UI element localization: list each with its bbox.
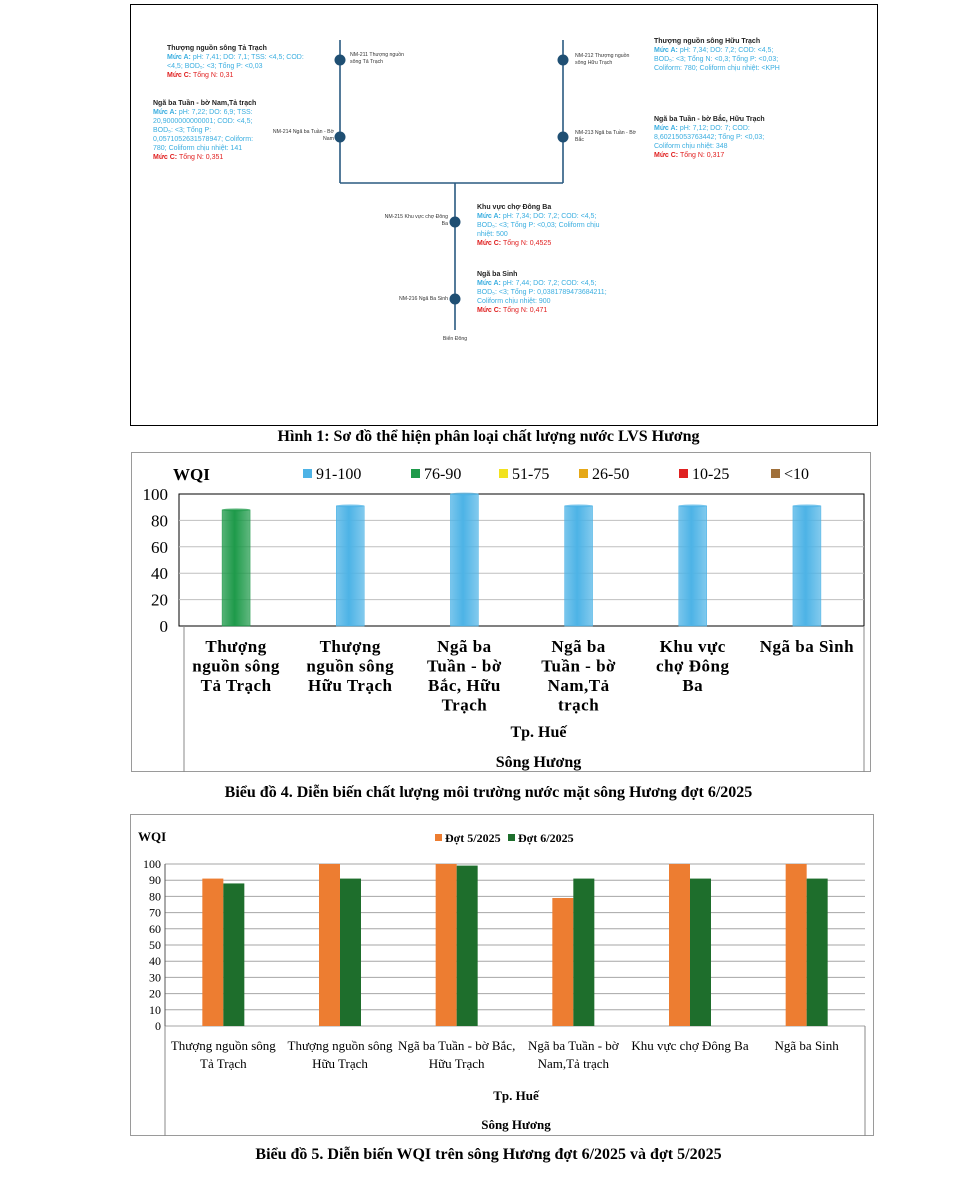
level-a-label: Mức A: bbox=[654, 47, 678, 54]
level-a-label: Mức A: bbox=[654, 125, 678, 132]
info-block-213 bbox=[654, 115, 789, 160]
level-c-label: Mức C: bbox=[153, 154, 178, 161]
node-label-213: NM-213 Ngã ba Tuần - Bờ Bắc bbox=[575, 130, 637, 143]
level-a-text: pH: 7,22; DO: 6,9; TSS: 20,9000000000001; COD: <4,5; BOD₅: <3; Tổng P: 0,0571052631578947; Coliform: 780; Coliform chịu nhiệt: 141 bbox=[153, 109, 254, 152]
chart5-category-label: Khu vực chợ Đông Ba bbox=[631, 1038, 749, 1053]
chart4-category-label: Tuần - bờ bbox=[427, 656, 502, 676]
chart4-group-label: Sông Hương bbox=[495, 754, 582, 771]
info-block-211 bbox=[167, 44, 307, 80]
chart4-category-label: nguồn sông bbox=[306, 656, 395, 676]
info-title: Khu vực chợ Đông Ba bbox=[477, 204, 552, 211]
diagram-end-label: Biển Đông bbox=[442, 336, 468, 342]
chart5-legend-label: Đợt 6/2025 bbox=[518, 831, 574, 845]
chart5-category-label: Ngã ba Tuần - bờ bbox=[528, 1038, 619, 1053]
figure-1-caption: Hình 1: Sơ đồ thể hiện phân loại chất lượng nước LVS Hương bbox=[277, 428, 700, 445]
chart4-category-label: Khu vực bbox=[659, 637, 726, 656]
node-dot-211 bbox=[335, 55, 346, 66]
chart4-category-label: trạch bbox=[557, 695, 600, 715]
level-a-label: Mức A: bbox=[167, 54, 191, 61]
node-dot-215 bbox=[450, 217, 461, 228]
level-c-text: Tổng N: 0,317 bbox=[679, 152, 725, 159]
node-label-211: NM-211 Thượng nguồn sông Tả Trạch bbox=[350, 52, 404, 65]
chart5-bar bbox=[552, 898, 573, 1026]
chart5-group-label: Sông Hương bbox=[481, 1117, 551, 1132]
level-c-label: Mức C: bbox=[167, 72, 192, 79]
chart5-group-label: Tp. Huế bbox=[493, 1088, 539, 1103]
chart4-legend-label: 76-90 bbox=[424, 466, 462, 483]
chart4-legend-label: 51-75 bbox=[512, 466, 550, 483]
chart5-bar bbox=[786, 864, 807, 1026]
chart4-category-label: Ngã ba bbox=[437, 637, 492, 656]
node-label-214: NM-214 Ngã ba Tuần - Bờ Nam bbox=[272, 129, 334, 142]
chart4-legend-swatch bbox=[579, 469, 588, 478]
chart4-category-label: Ngã ba Sình bbox=[759, 637, 855, 656]
info-title: Ngã ba Sinh bbox=[477, 271, 518, 278]
chart5-legend-swatch bbox=[435, 834, 442, 841]
level-c-text: Tổng N: 0,31 bbox=[192, 72, 234, 79]
chart4-ytick-label: 0 bbox=[159, 617, 168, 636]
info-block-216 bbox=[477, 270, 617, 315]
level-a-label: Mức A: bbox=[153, 109, 177, 116]
chart5-bar bbox=[573, 879, 594, 1026]
chart4-ytick-label: 80 bbox=[151, 511, 168, 531]
chart5-ytick-label: 0 bbox=[155, 1019, 161, 1033]
chart4-bar-top bbox=[336, 504, 364, 507]
chart4-ytick-label: 60 bbox=[151, 537, 168, 557]
chart5-category-label: Nam,Tả trạch bbox=[537, 1056, 610, 1071]
chart5-category-label: Thượng nguồn sông bbox=[170, 1038, 276, 1053]
level-c-text: Tổng N: 0,471 bbox=[502, 307, 548, 314]
info-title: Ngã ba Tuần - bờ Nam,Tả trạch bbox=[153, 100, 257, 107]
chart4-bar-top bbox=[222, 508, 250, 511]
chart4-ytick-label: 20 bbox=[151, 590, 168, 610]
info-title: Ngã ba Tuần - bờ Bắc, Hữu Trạch bbox=[654, 116, 765, 123]
chart4-ytick-label: 100 bbox=[142, 485, 168, 504]
chart4-bar-top bbox=[793, 504, 821, 507]
chart5-ytick-label: 60 bbox=[149, 921, 161, 936]
node-dot-212 bbox=[558, 55, 569, 66]
chart4-legend-swatch bbox=[499, 469, 508, 478]
chart5-category-label: Ngã ba Tuần - bờ Bắc, bbox=[397, 1038, 516, 1053]
level-a-text: pH: 7,34; DO: 7,2; COD: <4,5; BOD₅: <3; Tổng N: <0,3; Tổng P: <0,03; Coliform: 780; Coliform chịu nhiệt: <KPH bbox=[654, 47, 780, 72]
chart4-bar bbox=[336, 506, 364, 626]
chart4-ylabel: WQI bbox=[173, 465, 210, 484]
chart5-ytick-label: 90 bbox=[149, 873, 161, 888]
chart5-ytick-label: 30 bbox=[149, 970, 161, 985]
chart5-ytick-label: 20 bbox=[149, 986, 161, 1001]
chart4-plot-frame bbox=[179, 494, 864, 626]
info-title: Thượng nguồn sông Tả Trạch bbox=[167, 45, 267, 52]
info-block-215 bbox=[477, 203, 617, 248]
chart4-bar-top bbox=[679, 504, 707, 507]
node-label-216: NM-216 Ngã Ba Sinh bbox=[398, 296, 448, 302]
chart5-legend-swatch bbox=[508, 834, 515, 841]
level-c-label: Mức C: bbox=[477, 240, 502, 247]
chart4-bar bbox=[679, 506, 707, 626]
chart5-bar bbox=[223, 883, 244, 1026]
chart4-caption: Biểu đồ 4. Diễn biến chất lượng môi trường nước mặt sông Hương đợt 6/2025 bbox=[224, 784, 753, 801]
node-label-215: NM-215 Khu vực chợ Đông Ba bbox=[384, 214, 448, 227]
chart5-ytick-label: 10 bbox=[149, 1002, 161, 1017]
chart4-bar-top bbox=[565, 504, 593, 507]
chart5-ylabel: WQI bbox=[138, 829, 167, 844]
chart5-category-label: Tả Trạch bbox=[200, 1056, 247, 1071]
chart5-ytick-label: 50 bbox=[149, 938, 161, 952]
chart5-ytick-label: 100 bbox=[143, 857, 161, 871]
node-dot-214 bbox=[335, 132, 346, 143]
chart4-category-label: Trạch bbox=[441, 695, 488, 715]
chart4-category-label: chợ Đông bbox=[656, 656, 730, 676]
chart5-bar bbox=[669, 864, 690, 1026]
chart5 bbox=[130, 814, 874, 1136]
chart5-category-label: Ngã ba Sinh bbox=[774, 1038, 839, 1053]
chart5-bar bbox=[807, 879, 828, 1026]
level-c-text: Tổng N: 0,351 bbox=[178, 154, 224, 161]
chart4-group-label: Tp. Huế bbox=[510, 724, 567, 741]
level-a-text: pH: 7,44; DO: 7,2; COD: <4,5; BOD₅: <3; Tổng P: 0,0381789473684211; Coliform chịu nhiệt: 900 bbox=[477, 280, 607, 305]
chart4-bar bbox=[222, 510, 250, 626]
level-a-label: Mức A: bbox=[477, 213, 501, 220]
chart4-bar bbox=[793, 506, 821, 626]
chart4-category-label: Thượng bbox=[205, 637, 267, 656]
chart5-bar bbox=[340, 879, 361, 1026]
chart4-legend-swatch bbox=[771, 469, 780, 478]
chart5-caption: Biểu đồ 5. Diễn biến WQI trên sông Hương đợt 6/2025 và đợt 5/2025 bbox=[255, 1146, 722, 1163]
chart4-legend-label: 91-100 bbox=[316, 466, 362, 483]
chart5-bar bbox=[690, 879, 711, 1026]
info-title: Thượng nguồn sông Hữu Trạch bbox=[654, 38, 761, 45]
node-dot-213 bbox=[558, 132, 569, 143]
level-a-text: pH: 7,34; DO: 7,2; COD: <4,5; BOD₅: <3; Tổng P: <0,03; Coliform chịu nhiệt: 500 bbox=[477, 213, 600, 238]
chart4-category-label: Nam,Tả bbox=[547, 676, 610, 695]
level-a-text: pH: 7,41; DO: 7,1; TSS: <4,5; COD: <4,5; BOD₅: <3; Tổng P: <0,03 bbox=[167, 54, 304, 70]
chart5-bar bbox=[436, 864, 457, 1026]
chart5-bar bbox=[319, 864, 340, 1026]
chart4-legend-label: <10 bbox=[784, 466, 810, 483]
chart4-category-label: Tuần - bờ bbox=[541, 656, 616, 676]
chart5-category-label: Hữu Trạch bbox=[312, 1056, 368, 1071]
chart4-legend-label: 10-25 bbox=[692, 466, 730, 483]
chart4-category-label: Ba bbox=[682, 676, 704, 695]
chart5-category-label: Thượng nguồn sông bbox=[287, 1038, 393, 1053]
chart5-ytick-label: 40 bbox=[149, 954, 161, 969]
chart4-category-label: Bắc, Hữu bbox=[428, 676, 501, 695]
level-a-text: pH: 7,12; DO: 7; COD: 8,60215053763442; Tổng P: <0,03; Coliform chịu nhiệt: 348 bbox=[654, 125, 765, 150]
chart4-category-label: nguồn sông bbox=[192, 656, 280, 676]
chart4-legend-swatch bbox=[303, 469, 312, 478]
chart4-bar bbox=[450, 494, 478, 626]
chart4-bar bbox=[565, 506, 593, 626]
level-a-label: Mức A: bbox=[477, 280, 501, 287]
level-c-text: Tổng N: 0,4525 bbox=[502, 240, 552, 247]
chart5-ytick-label: 70 bbox=[149, 905, 161, 920]
level-c-label: Mức C: bbox=[654, 152, 679, 159]
chart4-category-label: Ngã ba bbox=[551, 637, 606, 656]
info-block-212 bbox=[654, 37, 789, 73]
chart4-category-label: Hữu Trạch bbox=[308, 676, 393, 695]
chart4-legend-swatch bbox=[411, 469, 420, 478]
node-label-212: NM-212 Thượng nguồn sông Hữu Trạch bbox=[575, 53, 630, 66]
chart5-ytick-label: 80 bbox=[149, 889, 161, 904]
info-block-214 bbox=[153, 99, 258, 162]
chart4-ytick-label: 40 bbox=[151, 564, 168, 584]
chart5-legend-label: Đợt 5/2025 bbox=[445, 831, 501, 845]
chart4-category-label: Thượng bbox=[319, 637, 381, 656]
level-c-label: Mức C: bbox=[477, 307, 502, 314]
chart4-category-label: Tả Trạch bbox=[200, 676, 272, 695]
chart4-legend-swatch bbox=[679, 469, 688, 478]
chart4-bar-top bbox=[450, 493, 478, 496]
chart5-category-label: Hữu Trạch bbox=[428, 1056, 485, 1071]
chart4 bbox=[131, 452, 871, 772]
chart4-legend-label: 26-50 bbox=[592, 466, 630, 483]
chart5-bar bbox=[457, 866, 478, 1026]
node-dot-216 bbox=[450, 294, 461, 305]
chart5-bar bbox=[202, 879, 223, 1026]
